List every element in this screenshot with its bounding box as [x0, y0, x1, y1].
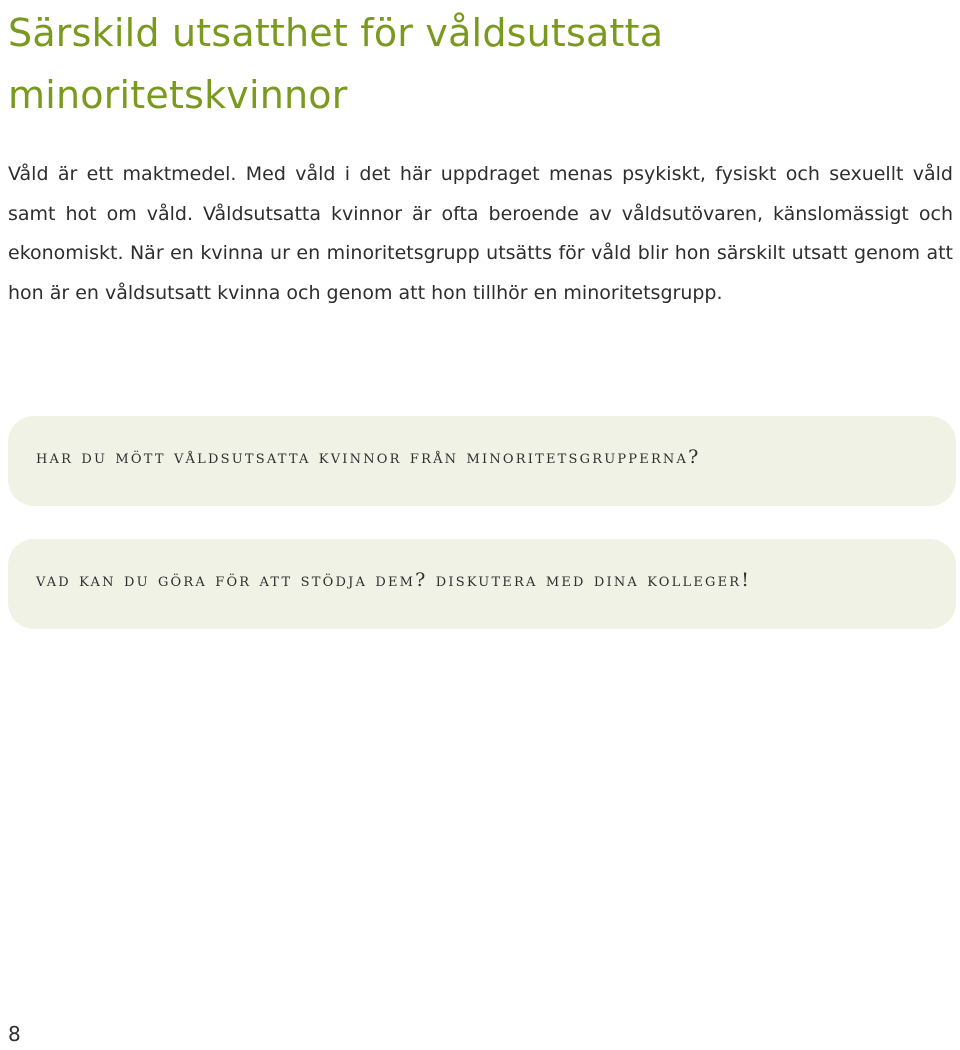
page-number: 8 — [8, 1022, 21, 1046]
discussion-question-box-2 — [8, 539, 956, 629]
page-title: Särskild utsatthet för våldsutsatta minoritetskvinnor — [8, 11, 664, 117]
discussion-question-box-1 — [8, 416, 956, 506]
discussion-question-2: vad kan du göra för att stödja dem? diskutera med dina kolleger! — [36, 569, 752, 591]
discussion-question-1: har du mött våldsutsatta kvinnor från minoritetsgrupperna? — [36, 446, 701, 468]
body-paragraph: Våld är ett maktmedel. Med våld i det här uppdraget menas psykiskt, fysiskt och sexuellt våld samt hot om våld. Våldsutsatta kvinnor är ofta beroende av våldsutövaren, känslomässigt och ekonomiskt. När en kvinna ur en minoritetsgrupp utsätts för våld blir hon särskilt utsatt genom att hon är en våldsutsatt kvinna och genom att hon tillhör en minoritetsgrupp. — [8, 163, 953, 304]
